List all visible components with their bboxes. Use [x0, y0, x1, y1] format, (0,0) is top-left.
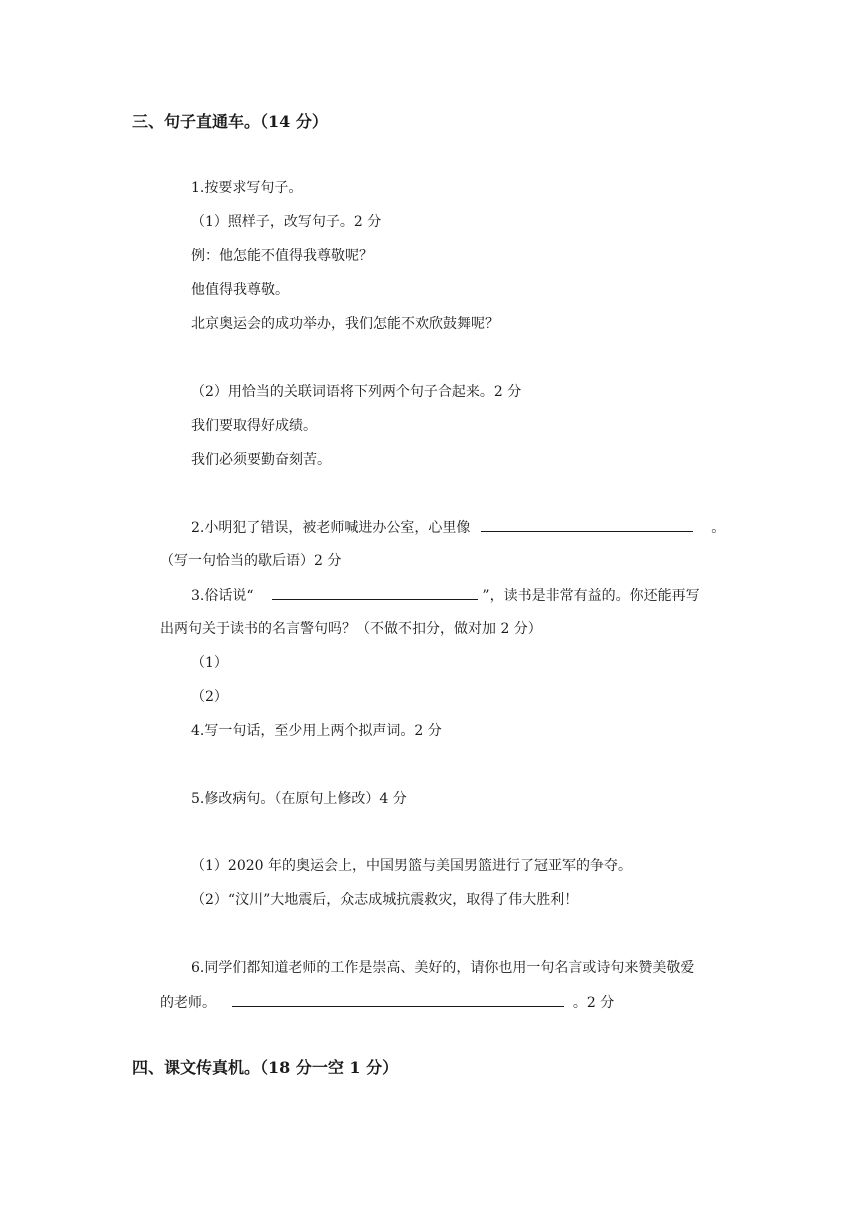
q5-sentence-1: （1）2020 年的奥运会上，中国男篮与美国男篮进行了冠亚军的争夺。 — [191, 858, 632, 874]
q2-line2: （写一句恰当的歇后语）2 分 — [160, 553, 342, 569]
q2-answer-blank[interactable] — [481, 517, 693, 532]
q1-part2-sentence-a: 我们要取得好成绩。 — [191, 418, 317, 434]
q3-blank-2-label: （2） — [191, 689, 228, 705]
q6-answer-blank[interactable] — [232, 992, 564, 1007]
q1-part1-sentence: 北京奥运会的成功举办，我们怎能不欢欣鼓舞呢？ — [191, 316, 499, 332]
q1-example-question: 例：他怎能不值得我尊敬呢？ — [191, 248, 373, 264]
q1-title: 1.按要求写句子。 — [191, 180, 303, 196]
q6-line1: 6.同学们都知道老师的工作是崇高、美好的，请你也用一句名言或诗句来赞美敬爱 — [191, 960, 695, 976]
q1-example-answer: 他值得我尊敬。 — [191, 282, 289, 298]
q6-line2 — [160, 992, 614, 1013]
q3-line2: 出两句关于读书的名言警句吗？（不做不扣分，做对加 2 分） — [160, 621, 542, 637]
section-4-heading: 四、课文传真机。（18 分一空 1 分） — [132, 1058, 399, 1077]
q5-sentence-2: （2）“汶川”大地震后，众志成城抗震救灾，取得了伟大胜利！ — [191, 892, 579, 908]
q6-suffix: 。2 分 — [572, 995, 615, 1011]
q2-end: 。 — [711, 520, 726, 536]
q1-part1-instruction: （1）照样子，改写句子。2 分 — [191, 214, 382, 230]
section-3-heading: 三、句子直通车。（14 分） — [132, 112, 328, 131]
q1-part2-instruction: （2）用恰当的关联词语将下列两个句子合起来。2 分 — [191, 384, 522, 400]
q2-line1 — [191, 517, 725, 538]
q1-part2-sentence-b: 我们必须要勤奋刻苦。 — [191, 452, 331, 468]
q3-line1 — [191, 585, 700, 606]
q3-suffix: ”，读书是非常有益的。你还能再写 — [482, 588, 700, 604]
q2-prefix: 2.小明犯了错误，被老师喊进办公室，心里像 — [191, 520, 471, 536]
q3-answer-blank[interactable] — [272, 585, 478, 600]
q4-text: 4.写一句话，至少用上两个拟声词。2 分 — [191, 723, 442, 739]
q3-prefix: 3.俗话说“ — [191, 588, 254, 604]
q6-prefix: 的老师。 — [160, 995, 216, 1011]
q3-blank-1-label: （1） — [191, 655, 228, 671]
q5-title: 5.修改病句。（在原句上修改）4 分 — [191, 791, 407, 807]
